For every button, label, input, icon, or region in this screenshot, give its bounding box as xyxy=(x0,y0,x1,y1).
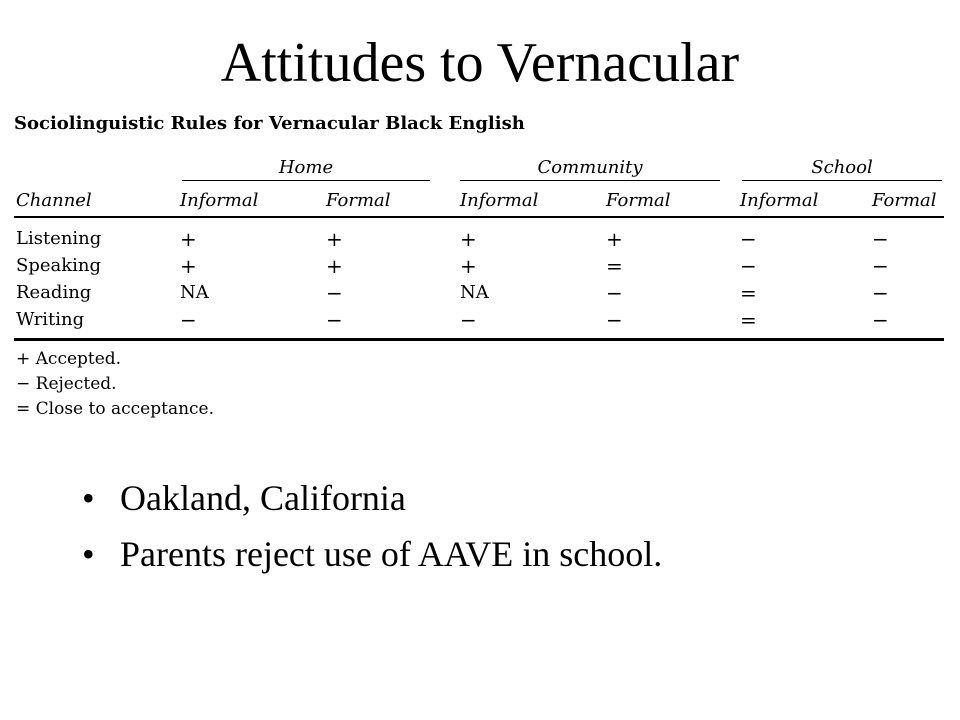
col-home-formal: Formal xyxy=(326,190,391,211)
bullet-text: Oakland, California xyxy=(120,478,406,518)
table-cell: − xyxy=(872,308,889,332)
table-cell: NA xyxy=(460,282,489,303)
table-cell: + xyxy=(326,227,343,251)
table-cell: = xyxy=(740,281,757,305)
row-label-listening: Listening xyxy=(16,228,102,249)
table-cell: − xyxy=(326,281,343,305)
bullet-list xyxy=(80,474,662,586)
legend-close: = Close to acceptance. xyxy=(16,399,215,419)
col-school-informal: Informal xyxy=(740,190,819,211)
group-school: School xyxy=(742,156,942,181)
bottom-rule xyxy=(14,338,944,341)
table-cell: − xyxy=(872,227,889,251)
header-rule xyxy=(14,216,944,218)
table-cell: − xyxy=(460,308,477,332)
table-cell: = xyxy=(606,254,623,278)
table-cell: + xyxy=(606,227,623,251)
table-cell: − xyxy=(180,308,197,332)
table-cell: + xyxy=(460,227,477,251)
bullet-item xyxy=(80,530,662,586)
table-cell: NA xyxy=(180,282,209,303)
table-cell: − xyxy=(872,254,889,278)
table-cell: + xyxy=(180,227,197,251)
group-home: Home xyxy=(182,156,430,181)
row-label-speaking: Speaking xyxy=(16,255,102,276)
table-cell: + xyxy=(460,254,477,278)
bullet-text: Parents reject use of AAVE in school. xyxy=(120,534,663,574)
col-home-informal: Informal xyxy=(180,190,259,211)
table-cell: − xyxy=(326,308,343,332)
legend-rejected: − Rejected. xyxy=(16,374,117,394)
bullet-icon: • xyxy=(82,478,95,518)
col-school-formal: Formal xyxy=(872,190,937,211)
table-cell: − xyxy=(872,281,889,305)
table-cell: = xyxy=(740,308,757,332)
col-channel: Channel xyxy=(16,190,92,211)
table-cell: + xyxy=(326,254,343,278)
group-community: Community xyxy=(460,156,720,181)
row-label-writing: Writing xyxy=(16,309,85,330)
table-cell: − xyxy=(606,308,623,332)
bullet-icon: • xyxy=(82,534,95,574)
table-cell: − xyxy=(740,227,757,251)
sociolinguistic-rules-table xyxy=(14,110,946,430)
row-label-reading: Reading xyxy=(16,282,92,303)
slide-title: Attitudes to Vernacular xyxy=(220,32,740,94)
table-cell: − xyxy=(740,254,757,278)
col-community-formal: Formal xyxy=(606,190,671,211)
table-caption: Sociolinguistic Rules for Vernacular Black English xyxy=(14,113,525,134)
col-community-informal: Informal xyxy=(460,190,539,211)
table-cell: − xyxy=(606,281,623,305)
table-cell: + xyxy=(180,254,197,278)
bullet-item xyxy=(80,474,662,530)
legend-accepted: + Accepted. xyxy=(16,349,122,369)
